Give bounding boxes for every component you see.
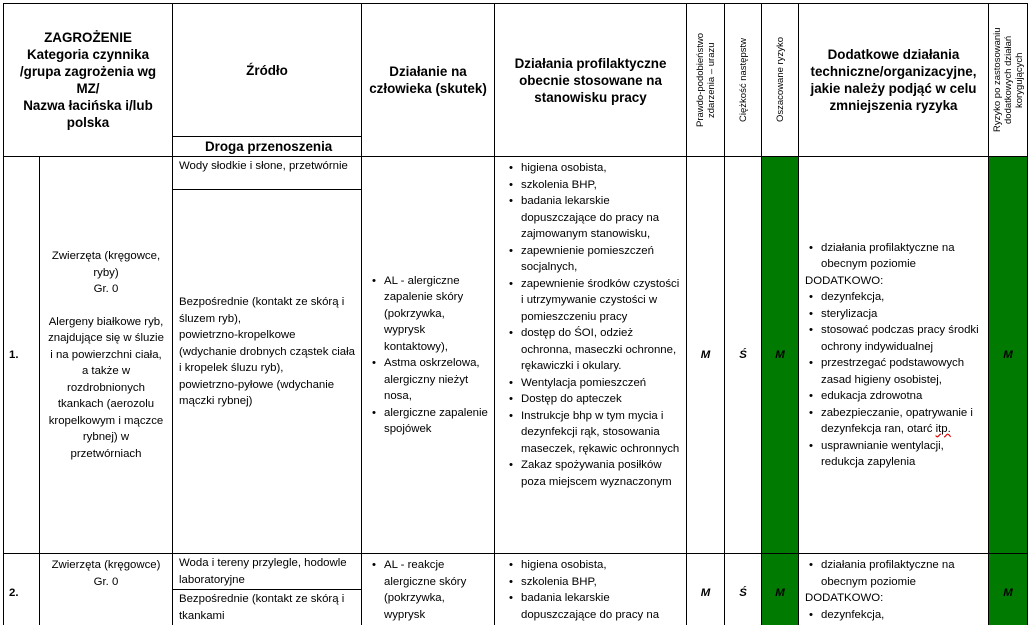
header-zagrozenie-line: MZ/ xyxy=(76,81,100,96)
header-ryzyko-po xyxy=(989,4,1028,157)
estimated-risk-value: M xyxy=(762,157,799,554)
route-line: powietrzno-pyłowe (wdychanie mączki rybnej) xyxy=(179,378,335,407)
source-cell xyxy=(173,554,362,625)
hazard-cell xyxy=(40,554,173,625)
effect-cell xyxy=(362,554,495,625)
additional-list xyxy=(805,289,982,471)
table-row xyxy=(4,554,1028,625)
header-zagrozenie xyxy=(4,4,173,157)
header-oszacowane-text: Oszacowane ryzyko xyxy=(774,37,786,123)
spellcheck-word: itp. xyxy=(935,423,951,435)
row-number: 2. xyxy=(4,554,40,625)
prevention-list xyxy=(501,557,680,623)
header-oszacowane xyxy=(762,4,799,157)
risk-table xyxy=(3,3,1028,625)
header-zagrozenie-line: /grupa zagrożenia wg xyxy=(19,64,157,79)
route-block xyxy=(173,190,361,411)
row-number: 1. xyxy=(4,157,40,554)
source-text: Woda i tereny przylegle, hodowle laboratoryjne xyxy=(173,554,361,590)
list-item: • działania profilaktyczne na obecnym poziomie xyxy=(805,240,982,273)
prevention-list xyxy=(501,160,680,490)
header-ryzyko-po-text: Ryzyko po zastosowaniu dodatkowych działań korygujących xyxy=(991,27,1025,133)
list-item: • stosować podczas pracy środki ochrony indywidualnej xyxy=(805,322,982,355)
header-profilaktyka: Działania profilaktyczne obecnie stosowane na stanowisku pracy xyxy=(495,4,687,157)
hazard-line: Gr. 0 xyxy=(93,575,119,588)
list-item: • higiena osobista, xyxy=(505,160,680,177)
list-item: • badania lekarskie dopuszczające do pracy na xyxy=(505,590,680,623)
probability-value: M xyxy=(687,554,725,625)
route-line: Bezpośrednie (kontakt ze skórą i śluzem ryb), xyxy=(179,296,345,325)
header-zagrozenie-line: ZAGROŻENIE xyxy=(44,30,132,45)
list-item: • dezynfekcja, xyxy=(805,607,982,624)
header-zagrozenie-line: polska xyxy=(66,115,110,130)
list-item: • usprawnianie wentylacji, redukcja zapylenia xyxy=(805,438,982,471)
header-droga: Droga przenoszenia xyxy=(173,137,362,157)
effect-cell xyxy=(362,157,495,554)
list-item: • badania lekarskie dopuszczające do pracy na zajmowanym stanowisku, xyxy=(505,193,680,243)
additional-intro-list xyxy=(805,557,982,590)
source-text: Wody słodkie i słone, przetwórnie xyxy=(173,157,362,190)
list-item: • zapewnienie pomieszczeń socjalnych, xyxy=(505,243,680,276)
additional-intro-list xyxy=(805,240,982,273)
hazard-line: Gr. 0 xyxy=(93,283,119,295)
list-item: • Instrukcje bhp w tym mycia i dezynfekcji rąk, stosowania maseczek, rękawic ochronnych xyxy=(505,408,680,458)
additional-measures-cell xyxy=(799,157,989,554)
effect-list xyxy=(368,557,488,623)
list-item: • przestrzegać podstawowych zasad higieny osobistej, xyxy=(805,355,982,388)
list-item: • AL - reakcje alergiczne skóry (pokrzywka, wyprysk xyxy=(368,557,488,623)
hazard-line: Zwierzęta (kręgowce) xyxy=(51,559,161,571)
estimated-risk-value: M xyxy=(762,554,799,625)
header-zagrozenie-line: Kategoria czynnika xyxy=(26,47,150,62)
effect-list xyxy=(368,273,488,438)
header-dzialanie: Działanie na człowieka (skutek) xyxy=(362,4,495,157)
additional-measures-cell xyxy=(799,554,989,625)
list-item: • AL - alergiczne zapalenie skóry (pokrzywka, wyprysk kontaktowy), xyxy=(368,273,488,356)
header-prawdopodobienstwo-text: Prawdo-podobieństwo zdarzenia – urazu xyxy=(694,33,717,128)
header-prawdopodobienstwo xyxy=(687,4,725,157)
list-item: • alergiczne zapalenie spojówek xyxy=(368,405,488,438)
hazard-line: Alergeny białkowe ryb, znajdujące się w śluzie i na powierzchni ciała, a także w rozdrobnionych tkankach (aerozolu kropelkowym i mączce rybnej) w przetwórniach xyxy=(48,315,164,460)
list-item: • sterylizacja xyxy=(805,306,982,323)
list-item: • Zakaz spożywania posiłków poza miejscem wyznaczonym xyxy=(505,457,680,490)
source-cell xyxy=(173,157,362,554)
table-row xyxy=(4,157,1028,554)
list-item: • Astma oskrzelowa, alergiczny nieżyt nosa, xyxy=(368,355,488,405)
prevention-cell xyxy=(495,157,687,554)
list-item: • dezynfekcja, xyxy=(805,289,982,306)
list-item: • Dostęp do apteczek xyxy=(505,391,680,408)
header-ciezkosc xyxy=(725,4,762,157)
additional-label: DODATKOWO: xyxy=(805,592,884,604)
list-item: • dostęp do ŚOI, odzież ochronna, maseczki ochronne, rękawiczki i okulary. xyxy=(505,325,680,375)
list-item: • Wentylacja pomieszczeń xyxy=(505,375,680,392)
header-zagrozenie-line: Nazwa łacińska i/lub xyxy=(23,98,153,113)
route-line: powietrzno-kropelkowe (wdychanie drobnych cząstek ciała i kropelek śluzu ryb), xyxy=(179,329,356,374)
prevention-cell xyxy=(495,554,687,625)
list-item: • działania profilaktyczne na obecnym poziomie xyxy=(805,557,982,590)
list-item xyxy=(805,405,982,438)
list-item: • higiena osobista, xyxy=(505,557,680,574)
route-block xyxy=(173,590,361,625)
list-item: • edukacja zdrowotna xyxy=(805,388,982,405)
probability-value: M xyxy=(687,157,725,554)
list-item: • zapewnienie środków czystości i utrzymywanie czystości w pomieszczeniu pracy xyxy=(505,276,680,326)
route-line: Bezpośrednie (kontakt ze skórą i tkankami xyxy=(179,593,345,622)
hazard-line: Zwierzęta (kręgowce, ryby) xyxy=(51,250,161,279)
hazard-cell xyxy=(40,157,173,554)
additional-list xyxy=(805,607,982,624)
additional-label: DODATKOWO: xyxy=(805,274,884,287)
list-item: • szkolenia BHP, xyxy=(505,177,680,194)
list-item-text: zabezpieczanie, opatrywanie i dezynfekcja ran, otarć xyxy=(821,406,973,435)
hazard-spacer xyxy=(46,298,166,314)
header-dodatkowe: Dodatkowe działania techniczne/organizacyjne, jakie należy podjąć w celu zmniejszenia ryzyka xyxy=(799,4,989,157)
header-ciezkosc-text: Ciężkość następstw xyxy=(737,38,749,122)
severity-value: Ś xyxy=(725,157,762,554)
severity-value: Ś xyxy=(725,554,762,625)
list-item: • szkolenia BHP, xyxy=(505,574,680,591)
residual-risk-value: M xyxy=(989,157,1028,554)
header-zrodlo: Źródło xyxy=(173,4,362,137)
residual-risk-value: M xyxy=(989,554,1028,625)
